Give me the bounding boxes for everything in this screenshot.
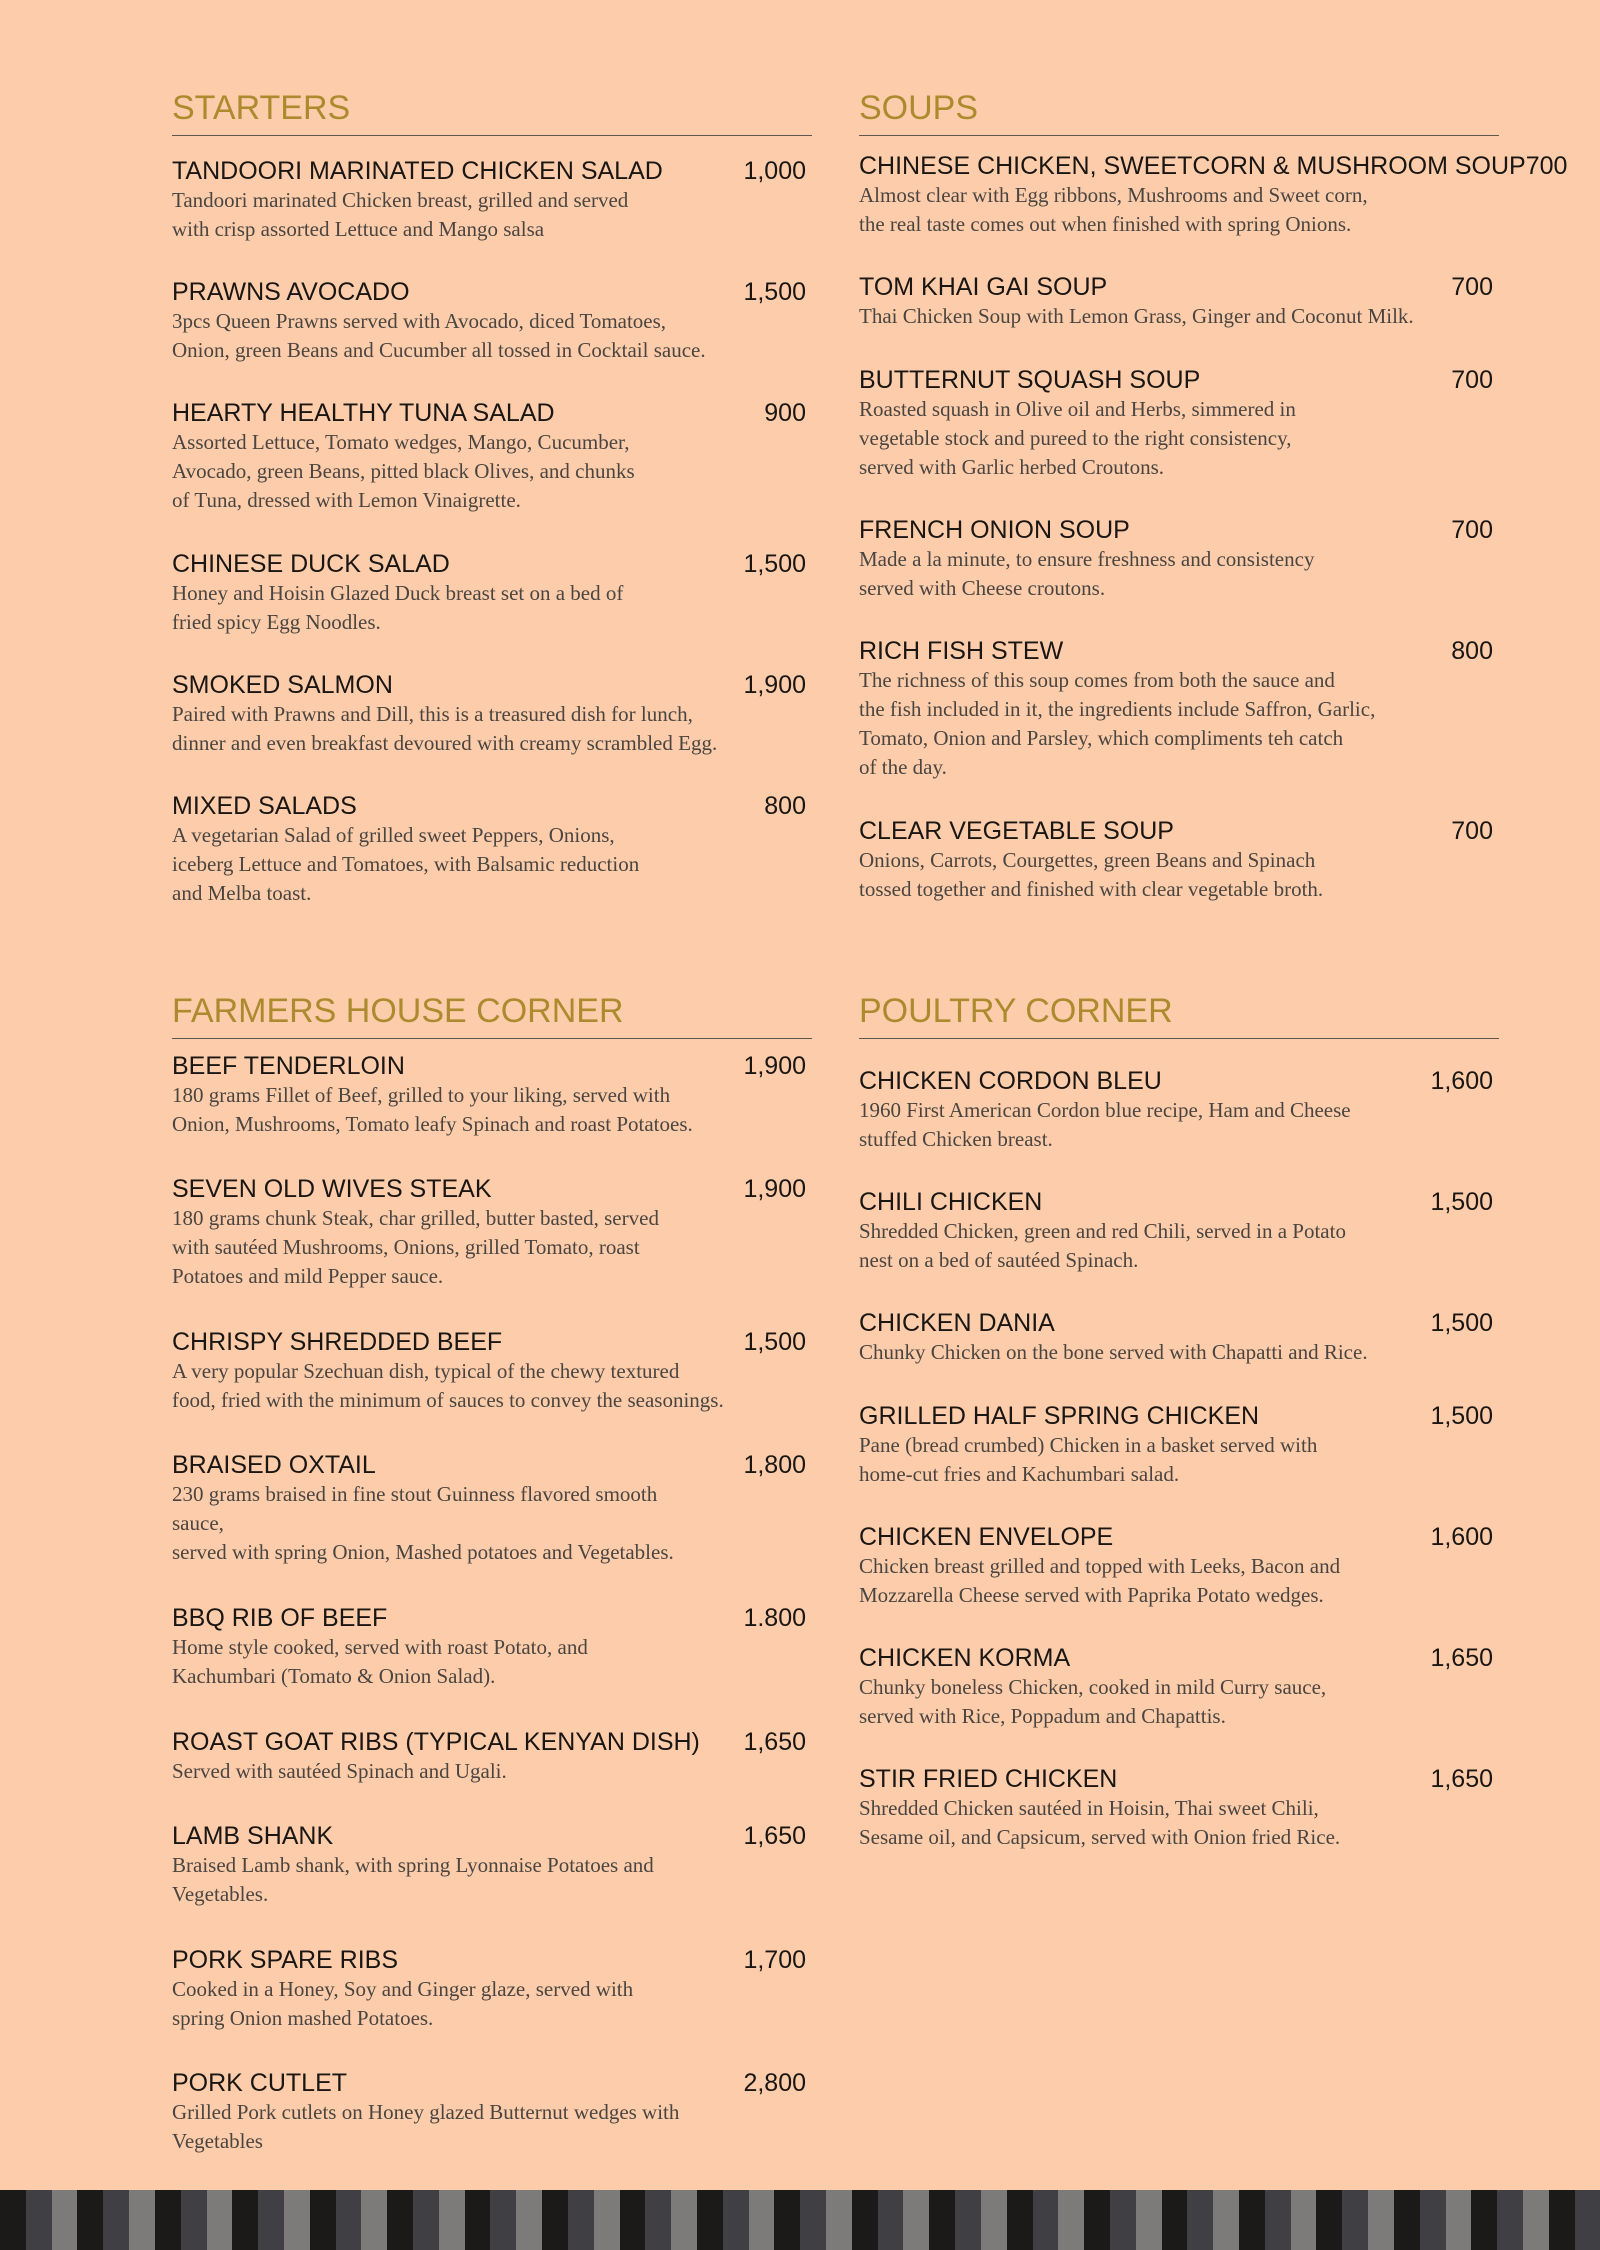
menu-item	[172, 1051, 812, 1139]
stripe-segment	[1162, 2190, 1188, 2250]
item-description: Chunky boneless Chicken, cooked in mild Curry sauce, served with Rice, Poppadum and Chapattis.	[859, 1675, 1327, 1728]
item-price: 700	[1451, 817, 1493, 845]
item-price: 700	[1525, 152, 1568, 180]
stripe-segment	[26, 2190, 52, 2250]
stripe-segment	[1420, 2190, 1446, 2250]
item-description: 3pcs Queen Prawns served with Avocado, diced Tomatoes, Onion, green Beans and Cucumber all tossed in Cocktail sauce.	[172, 309, 706, 362]
stripe-segment	[103, 2190, 129, 2250]
item-price: 1,900	[743, 1175, 806, 1203]
item-price: 700	[1451, 366, 1493, 394]
item-description: Tandoori marinated Chicken breast, grilled and served with crisp assorted Lettuce and Mango salsa	[172, 188, 629, 241]
item-description: A vegetarian Salad of grilled sweet Peppers, Onions, iceberg Lettuce and Tomatoes, with Balsamic reduction and Melba toast.	[172, 823, 640, 905]
item-description: Pane (bread crumbed) Chicken in a basket served with home-cut fries and Kachumbari salad.	[859, 1433, 1318, 1486]
item-price: 1.800	[743, 1604, 806, 1632]
stripe-segment	[336, 2190, 362, 2250]
item-price: 1,500	[743, 1328, 806, 1356]
item-description: 230 grams braised in fine stout Guinness flavored smooth sauce, served with spring Onion, Mashed potatoes and Vegetables.	[172, 1482, 674, 1564]
item-price: 1,800	[743, 1451, 806, 1479]
item-price: 700	[1451, 273, 1493, 301]
stripe-segment	[929, 2190, 955, 2250]
item-description: The richness of this soup comes from both the sauce and the fish included in it, the ingredients include Saffron, Garlic, Tomato, Onion and Parsley, which compliments teh catch of the day.	[859, 668, 1376, 779]
stripe-segment	[1058, 2190, 1084, 2250]
menu-item	[859, 1401, 1499, 1489]
menu-item	[859, 1066, 1499, 1154]
item-price: 700	[1451, 516, 1493, 544]
stripe-segment	[620, 2190, 646, 2250]
menu-item	[859, 365, 1499, 482]
stripe-segment	[1575, 2190, 1600, 2250]
item-description: A very popular Szechuan dish, typical of the chewy textured food, fried with the minimum of sauces to convey the seasonings.	[172, 1359, 724, 1412]
item-description: Shredded Chicken sautéed in Hoisin, Thai sweet Chili, Sesame oil, and Capsicum, served with Onion fried Rice.	[859, 1796, 1341, 1849]
item-name: LAMB SHANK	[172, 1822, 334, 1850]
stripe-segment	[955, 2190, 981, 2250]
stripe-segment	[1523, 2190, 1549, 2250]
item-price: 1,900	[743, 671, 806, 699]
stripe-segment	[1471, 2190, 1497, 2250]
stripe-segment	[232, 2190, 258, 2250]
menu-item	[859, 636, 1499, 782]
stripe-segment	[0, 2190, 26, 2250]
menu-item	[859, 151, 1568, 239]
stripe-segment	[542, 2190, 568, 2250]
stripe-segment	[310, 2190, 336, 2250]
stripe-segment	[258, 2190, 284, 2250]
item-name: TOM KHAI GAI SOUP	[859, 273, 1108, 301]
menu-item	[172, 398, 812, 515]
item-name: BUTTERNUT SQUASH SOUP	[859, 366, 1201, 394]
section-title: FARMERS HOUSE CORNER	[172, 993, 812, 1039]
stripe-segment	[723, 2190, 749, 2250]
stripe-segment	[826, 2190, 852, 2250]
stripe-segment	[1213, 2190, 1239, 2250]
item-description: Roasted squash in Olive oil and Herbs, simmered in vegetable stock and pureed to the right consistency, served with Garlic herbed Croutons.	[859, 397, 1296, 479]
item-name: ROAST GOAT RIBS (TYPICAL KENYAN DISH)	[172, 1728, 700, 1756]
menu-item	[172, 1945, 812, 2033]
stripe-segment	[52, 2190, 78, 2250]
item-price: 2,800	[743, 2069, 806, 2097]
menu-item	[859, 1522, 1499, 1610]
item-name: PORK CUTLET	[172, 2069, 348, 2097]
stripe-segment	[1187, 2190, 1213, 2250]
item-price: 1,500	[1430, 1309, 1493, 1337]
stripe-segment	[387, 2190, 413, 2250]
stripe-segment	[129, 2190, 155, 2250]
stripe-segment	[568, 2190, 594, 2250]
menu-item	[172, 1727, 812, 1786]
item-price: 1,500	[1430, 1402, 1493, 1430]
stripe-segment	[413, 2190, 439, 2250]
item-price: 1,900	[743, 1052, 806, 1080]
stripe-segment	[1394, 2190, 1420, 2250]
item-description: Home style cooked, served with roast Potato, and Kachumbari (Tomato & Onion Salad).	[172, 1635, 588, 1688]
item-name: BBQ RIB OF BEEF	[172, 1604, 388, 1632]
section-title: STARTERS	[172, 90, 812, 136]
stripe-segment	[465, 2190, 491, 2250]
stripe-segment	[852, 2190, 878, 2250]
menu-item	[172, 670, 812, 758]
stripe-segment	[800, 2190, 826, 2250]
stripe-segment	[774, 2190, 800, 2250]
item-description: Onions, Carrots, Courgettes, green Beans and Spinach tossed together and finished with clear vegetable broth.	[859, 848, 1324, 901]
item-price: 1,650	[743, 1728, 806, 1756]
item-price: 1,500	[743, 278, 806, 306]
stripe-segment	[1033, 2190, 1059, 2250]
item-description: Braised Lamb shank, with spring Lyonnaise Potatoes and Vegetables.	[172, 1853, 654, 1906]
stripe-segment	[1446, 2190, 1472, 2250]
stripe-segment	[284, 2190, 310, 2250]
item-description: Assorted Lettuce, Tomato wedges, Mango, Cucumber, Avocado, green Beans, pitted black Olives, and chunks of Tuna, dressed with Lemon Vinaigrette.	[172, 430, 635, 512]
stripe-segment	[181, 2190, 207, 2250]
item-name: HEARTY HEALTHY TUNA SALAD	[172, 399, 555, 427]
item-price: 1,650	[1430, 1765, 1493, 1793]
item-name: TANDOORI MARINATED CHICKEN SALAD	[172, 157, 663, 185]
stripe-segment	[981, 2190, 1007, 2250]
item-description: Thai Chicken Soup with Lemon Grass, Ginger and Coconut Milk.	[859, 304, 1414, 328]
item-name: STIR FRIED CHICKEN	[859, 1765, 1118, 1793]
menu-item	[172, 1821, 812, 1909]
menu-item	[172, 549, 812, 637]
stripe-segment	[1110, 2190, 1136, 2250]
item-description: 180 grams Fillet of Beef, grilled to your liking, served with Onion, Mushrooms, Tomato leafy Spinach and roast Potatoes.	[172, 1083, 693, 1136]
item-description: Served with sautéed Spinach and Ugali.	[172, 1759, 507, 1783]
stripe-segment	[1316, 2190, 1342, 2250]
menu-item	[859, 816, 1499, 904]
menu-item	[172, 1327, 812, 1415]
item-name: PORK SPARE RIBS	[172, 1946, 398, 1974]
item-description: Grilled Pork cutlets on Honey glazed Butternut wedges with Vegetables	[172, 2100, 680, 2153]
stripe-segment	[516, 2190, 542, 2250]
item-price: 1,000	[743, 157, 806, 185]
stripe-segment	[1368, 2190, 1394, 2250]
stripe-segment	[77, 2190, 103, 2250]
item-price: 1,600	[1430, 1067, 1493, 1095]
stripe-segment	[1342, 2190, 1368, 2250]
item-description: Honey and Hoisin Glazed Duck breast set on a bed of fried spicy Egg Noodles.	[172, 581, 624, 634]
stripe-segment	[1136, 2190, 1162, 2250]
stripe-segment	[903, 2190, 929, 2250]
menu-item	[859, 1187, 1499, 1275]
menu-item	[172, 156, 812, 244]
menu-item	[172, 2068, 812, 2156]
item-name: CHICKEN DANIA	[859, 1309, 1055, 1337]
stripe-segment	[749, 2190, 775, 2250]
item-price: 900	[764, 399, 806, 427]
stripe-segment	[1265, 2190, 1291, 2250]
section-title: POULTRY CORNER	[859, 993, 1499, 1039]
item-name: CHICKEN ENVELOPE	[859, 1523, 1114, 1551]
item-name: CHINESE CHICKEN, SWEETCORN & MUSHROOM SOUP	[859, 152, 1526, 180]
item-name: MIXED SALADS	[172, 792, 357, 820]
item-name: SMOKED SALMON	[172, 671, 393, 699]
item-price: 1,650	[743, 1822, 806, 1850]
stripe-segment	[439, 2190, 465, 2250]
menu-item	[172, 1603, 812, 1691]
item-description: Cooked in a Honey, Soy and Ginger glaze, served with spring Onion mashed Potatoes.	[172, 1977, 634, 2030]
menu-item	[172, 1450, 812, 1567]
stripe-segment	[155, 2190, 181, 2250]
item-name: CHINESE DUCK SALAD	[172, 550, 450, 578]
item-description: Almost clear with Egg ribbons, Mushrooms and Sweet corn, the real taste comes out when finished with spring Onions.	[859, 183, 1368, 236]
menu-item	[859, 1308, 1499, 1367]
item-description: Chicken breast grilled and topped with Leeks, Bacon and Mozzarella Cheese served with Paprika Potato wedges.	[859, 1554, 1341, 1607]
item-name: GRILLED HALF SPRING CHICKEN	[859, 1402, 1260, 1430]
decorative-stripe-border	[0, 2190, 1600, 2250]
item-description: Paired with Prawns and Dill, this is a treasured dish for lunch, dinner and even breakfast devoured with creamy scrambled Egg.	[172, 702, 718, 755]
section-title: SOUPS	[859, 90, 1499, 136]
item-name: BEEF TENDERLOIN	[172, 1052, 405, 1080]
item-name: CLEAR VEGETABLE SOUP	[859, 817, 1174, 845]
item-name: FRENCH ONION SOUP	[859, 516, 1130, 544]
menu-item	[859, 272, 1499, 331]
menu-item	[859, 1764, 1499, 1852]
item-name: CHICKEN KORMA	[859, 1644, 1071, 1672]
item-price: 1,600	[1430, 1523, 1493, 1551]
item-description: Shredded Chicken, green and red Chili, served in a Potato nest on a bed of sautéed Spinach.	[859, 1219, 1346, 1272]
menu-item	[172, 1174, 812, 1291]
item-description: Chunky Chicken on the bone served with Chapatti and Rice.	[859, 1340, 1368, 1364]
menu-item	[172, 791, 812, 908]
item-name: CHICKEN CORDON BLEU	[859, 1067, 1162, 1095]
stripe-segment	[671, 2190, 697, 2250]
item-name: BRAISED OXTAIL	[172, 1451, 376, 1479]
item-name: SEVEN OLD WIVES STEAK	[172, 1175, 492, 1203]
item-price: 800	[1451, 637, 1493, 665]
stripe-segment	[697, 2190, 723, 2250]
stripe-segment	[361, 2190, 387, 2250]
menu-item	[172, 277, 812, 365]
stripe-segment	[1497, 2190, 1523, 2250]
item-price: 1,700	[743, 1946, 806, 1974]
stripe-segment	[1084, 2190, 1110, 2250]
stripe-segment	[490, 2190, 516, 2250]
stripe-segment	[645, 2190, 671, 2250]
stripe-segment	[1007, 2190, 1033, 2250]
stripe-segment	[1549, 2190, 1575, 2250]
item-description: Made a la minute, to ensure freshness and consistency served with Cheese croutons.	[859, 547, 1315, 600]
menu-item	[859, 1643, 1499, 1731]
item-price: 1,500	[1430, 1188, 1493, 1216]
item-name: CHILI CHICKEN	[859, 1188, 1043, 1216]
stripe-segment	[1239, 2190, 1265, 2250]
item-price: 1,650	[1430, 1644, 1493, 1672]
item-price: 1,500	[743, 550, 806, 578]
menu-item	[859, 515, 1499, 603]
stripe-segment	[207, 2190, 233, 2250]
stripe-segment	[878, 2190, 904, 2250]
stripe-segment	[594, 2190, 620, 2250]
item-name: PRAWNS AVOCADO	[172, 278, 410, 306]
item-name: CHRISPY SHREDDED BEEF	[172, 1328, 503, 1356]
item-description: 180 grams chunk Steak, char grilled, butter basted, served with sautéed Mushrooms, Onions, grilled Tomato, roast Potatoes and mild Pepper sauce.	[172, 1206, 659, 1288]
item-name: RICH FISH STEW	[859, 637, 1064, 665]
stripe-segment	[1291, 2190, 1317, 2250]
item-description: 1960 First American Cordon blue recipe, Ham and Cheese stuffed Chicken breast.	[859, 1098, 1351, 1151]
item-price: 800	[764, 792, 806, 820]
